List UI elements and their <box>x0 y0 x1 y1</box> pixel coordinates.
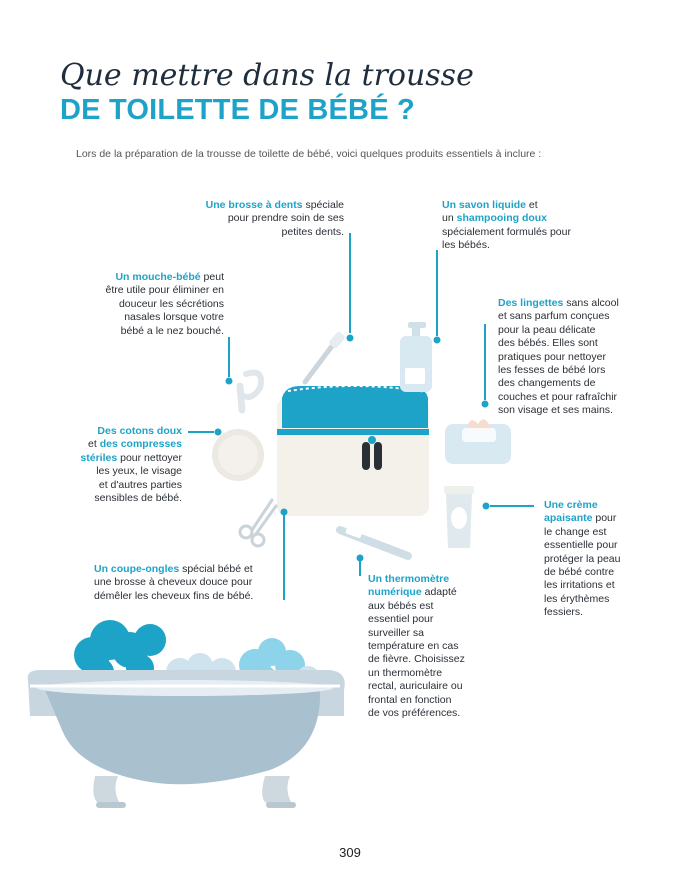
nail-scissors-icon <box>240 500 276 546</box>
item-cream-text: protéger la peau <box>544 552 621 565</box>
item-soap-text: spécialement formulés pour <box>442 225 571 238</box>
item-thermometer-text: aux bébés est <box>368 599 434 612</box>
item-wipes-text: sans alcool <box>563 297 619 309</box>
item-nasal-aspirator-text: bébé a le nez bouché. <box>120 324 224 337</box>
cream-tube-icon <box>444 486 474 548</box>
item-thermometer <box>368 573 498 720</box>
item-nasal-aspirator-text: être utile pour éliminer en <box>105 284 224 297</box>
item-nail-clippers-text: démêler les cheveux fins de bébé. <box>94 589 254 602</box>
item-cream-text: les érythèmes <box>544 592 610 605</box>
intro-text: Lors de la préparation de la trousse de toilette de bébé, voici quelques produits essentiels à inclure : <box>76 148 542 160</box>
item-wipes-text: des changements de <box>498 377 596 390</box>
item-nasal-aspirator-text: peut <box>200 271 224 283</box>
item-thermometer-text: un thermomètre <box>368 666 443 679</box>
soap-bottle-icon <box>400 322 432 392</box>
toothbrush-icon <box>305 331 346 382</box>
item-cream-text: pour <box>592 512 617 525</box>
item-soap-highlight: shampooing doux <box>456 212 548 225</box>
item-wipes-text: des bébés. Elles sont <box>498 337 598 350</box>
item-nail-clippers-highlight: Un coupe-ongles <box>94 563 180 575</box>
item-cotton-highlight: Des cotons doux <box>97 425 182 437</box>
item-cotton-text: pour nettoyer <box>117 451 182 464</box>
item-cotton-text: les yeux, le visage <box>96 465 182 478</box>
item-cream-highlight: apaisante <box>544 512 593 525</box>
item-cream-text: de bébé contre <box>544 566 615 579</box>
item-nasal-aspirator-text: nasales lorsque votre <box>124 311 224 324</box>
item-nail-clippers-text: spécial bébé et <box>179 563 253 575</box>
item-cream-text: fessiers. <box>544 606 584 619</box>
item-thermometer-text: essentiel pour <box>368 613 434 626</box>
item-cotton-text: sensibles de bébé. <box>94 492 182 505</box>
item-nasal-aspirator-text: douceur les sécrétions <box>118 297 224 310</box>
item-toothbrush-text: pour prendre soin de ses <box>227 212 344 225</box>
title-script: Que mettre dans la trousse <box>60 58 474 93</box>
nasal-aspirator-icon <box>240 373 261 410</box>
item-cotton <box>46 425 182 505</box>
page-number: 309 <box>339 845 361 860</box>
item-soap-text: un <box>442 212 457 225</box>
item-toothbrush <box>150 199 344 239</box>
item-soap-highlight: Un savon liquide <box>442 199 527 211</box>
item-cream-text: essentielle pour <box>544 539 618 552</box>
item-thermometer-text: rectal, auriculaire ou <box>368 680 463 693</box>
item-thermometer-text: frontal en fonction <box>368 693 452 706</box>
item-wipes-text: son visage et ses mains. <box>498 404 613 417</box>
item-cotton-text: et <box>88 438 100 451</box>
item-nail-clippers-text: une brosse à cheveux douce pour <box>94 576 253 589</box>
item-soap-text: les bébés. <box>442 239 490 252</box>
item-soap <box>442 199 642 253</box>
item-wipes-text: les fesses de bébé lors <box>498 364 606 377</box>
page-title: DE TOILETTE DE BÉBÉ ? <box>60 94 415 126</box>
item-cream-highlight: Une crème <box>544 499 598 511</box>
item-soap-text: et <box>526 199 538 211</box>
item-thermometer-highlight: numérique <box>368 586 422 599</box>
item-wipes-highlight: Des lingettes <box>498 297 564 309</box>
item-nasal-aspirator-highlight: Un mouche-bébé <box>115 271 201 283</box>
item-toothbrush-text: spéciale <box>302 199 344 211</box>
item-thermometer-highlight: Un thermomètre <box>368 573 450 585</box>
item-thermometer-text: de fièvre. Choisissez <box>368 653 465 666</box>
item-wipes-text: et sans parfum conçues <box>498 310 610 323</box>
item-wipes-text: pratiques pour nettoyer <box>498 350 606 363</box>
item-cotton-highlight: stériles <box>80 451 118 464</box>
item-nail-clippers <box>94 563 284 603</box>
item-nasal-aspirator <box>76 271 224 338</box>
item-wipes <box>498 297 678 418</box>
item-cream-text: les irritations et <box>544 579 615 592</box>
item-cotton-highlight: des compresses <box>99 438 182 451</box>
bathtub-icon <box>28 620 345 808</box>
item-toothbrush-text: petites dents. <box>281 225 344 238</box>
thermometer-icon <box>340 526 408 556</box>
wipes-icon <box>445 419 511 464</box>
item-thermometer-text: surveiller sa <box>368 626 425 639</box>
item-cotton-text: et d'autres parties <box>98 478 182 491</box>
item-thermometer-text: de vos préférences. <box>368 707 461 720</box>
item-cream <box>544 499 664 620</box>
item-wipes-text: couches et pour rafraîchir <box>498 390 618 403</box>
cotton-pad-icon <box>212 429 264 481</box>
item-toothbrush-highlight: Une brosse à dents <box>205 199 303 211</box>
item-wipes-text: pour la peau délicate <box>498 323 596 336</box>
item-thermometer-text: température en cas <box>368 640 459 653</box>
item-cream-text: le change est <box>544 525 607 538</box>
item-thermometer-text: adapté <box>421 586 457 599</box>
toiletry-bag-icon <box>277 386 429 516</box>
